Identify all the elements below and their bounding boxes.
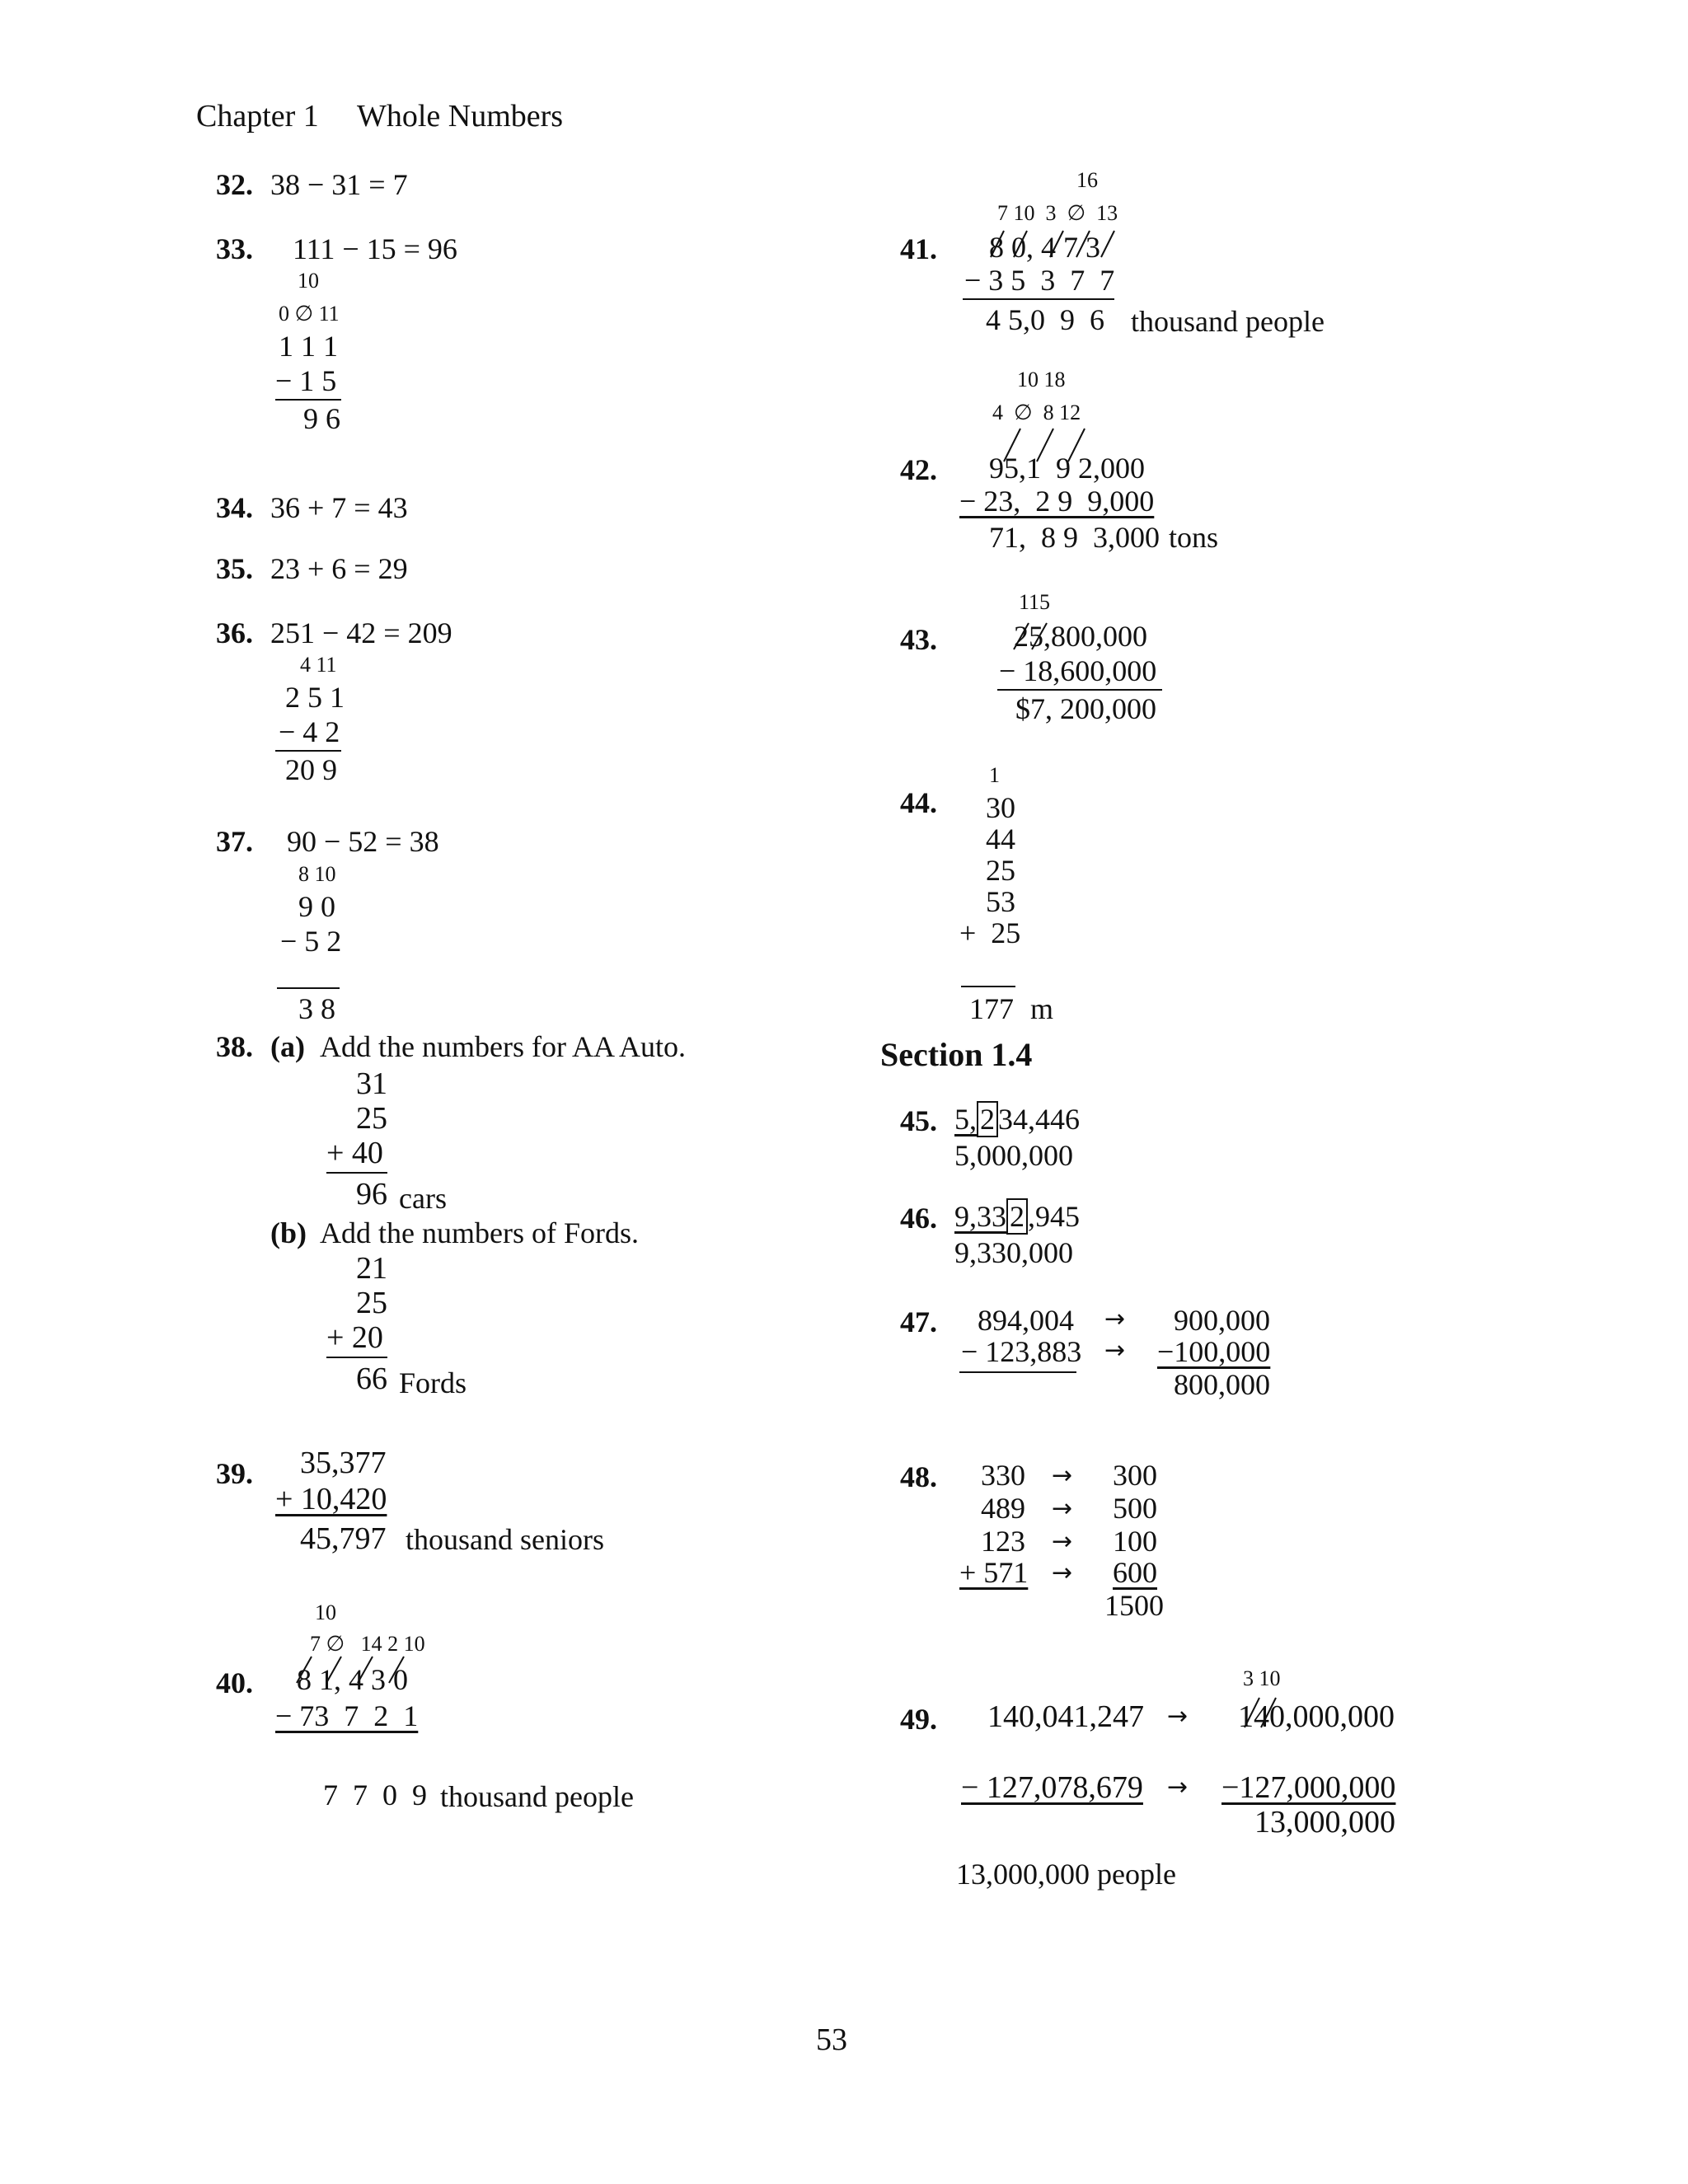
problem-42-number: 42.: [900, 453, 937, 486]
problem-39-number: 39.: [216, 1457, 253, 1490]
problem-39-top: 35,377: [300, 1446, 387, 1480]
problem-39-sub: + 10,420: [275, 1482, 387, 1516]
problem-38-a-text: Add the numbers for AA Auto.: [320, 1030, 686, 1063]
problem-33-rule: [275, 399, 341, 401]
problem-44-unit: m: [1030, 992, 1054, 1025]
problem-45-answer: 5,000,000: [954, 1139, 1073, 1172]
problem-47-left-2: − 123,883: [961, 1335, 1082, 1368]
problem-38-a-sum: 96: [356, 1177, 387, 1212]
problem-48-left-4: + 571: [959, 1556, 1029, 1589]
problem-36-number: 36.: [216, 616, 253, 649]
problem-47-left-rule: [959, 1371, 1076, 1373]
problem-34-equation: 36 + 7 = 43: [270, 491, 408, 524]
problem-48-arrow-3: →: [1052, 1527, 1073, 1556]
problem-37-rule: [277, 987, 340, 989]
problem-37-sub: − 5 2: [280, 925, 342, 958]
problem-33-borrow-top: 10: [298, 269, 319, 293]
problem-48-arrow-1: →: [1052, 1461, 1073, 1490]
problem-49-result: 13,000,000 people: [956, 1858, 1176, 1891]
problem-37-top: 9 0: [298, 890, 335, 923]
problem-44-value-3: 25: [986, 854, 1015, 887]
problem-48-left-2: 489: [981, 1492, 1025, 1525]
problem-45-suffix: 34,446: [998, 1103, 1080, 1136]
problem-48-right-4: 600: [1113, 1556, 1157, 1589]
problem-46-boxed-digit: 2: [1006, 1198, 1028, 1235]
problem-47-arrow-2: →: [1104, 1336, 1126, 1365]
problem-38-b-value-1: 21: [356, 1251, 387, 1286]
problem-43-rule: [997, 689, 1162, 691]
problem-43-number: 43.: [900, 623, 937, 656]
problem-33-answer: 9 6: [303, 402, 340, 435]
problem-49-left-1: 140,041,247: [987, 1699, 1144, 1734]
section-heading: Section 1.4: [880, 1036, 1033, 1073]
problem-48-right-2: 500: [1113, 1492, 1157, 1525]
problem-47-arrow-1: →: [1104, 1305, 1126, 1333]
problem-49-borrow: 3 10: [1243, 1666, 1281, 1690]
problem-43-answer: $7, 200,000: [1015, 692, 1156, 725]
problem-49-arrow-1: →: [1167, 1702, 1189, 1731]
problem-42-borrow-mid: 4 ∅ 8 12: [992, 401, 1081, 424]
problem-39-unit: thousand seniors: [406, 1523, 604, 1556]
problem-41-unit: thousand people: [1131, 305, 1325, 338]
problem-40-sub: − 73 7 2 1: [275, 1699, 419, 1732]
problem-48-arrow-2: →: [1052, 1494, 1073, 1523]
problem-47-right-1: 900,000: [1174, 1304, 1270, 1337]
problem-49-number: 49.: [900, 1703, 937, 1736]
problem-40-answer: 7 7 0 9: [323, 1779, 427, 1811]
problem-36-equation: 251 − 42 = 209: [270, 616, 452, 649]
problem-40-number: 40.: [216, 1666, 253, 1699]
problem-38-a-value-1: 31: [356, 1066, 387, 1101]
problem-40-borrow-mid: 7 ∅ 14 2 10: [310, 1632, 425, 1656]
problem-34-number: 34.: [216, 491, 253, 524]
problem-35-equation: 23 + 6 = 29: [270, 552, 408, 585]
problem-47-left-1: 894,004: [978, 1304, 1074, 1337]
problem-37-equation: 90 − 52 = 38: [287, 825, 439, 858]
problem-43-sub: − 18,600,000: [999, 654, 1157, 687]
problem-44-value-1: 30: [986, 791, 1015, 824]
problem-48-right-3: 100: [1113, 1525, 1157, 1558]
problem-40-borrow-top: 10: [315, 1601, 336, 1624]
problem-48-answer: 1500: [1104, 1589, 1164, 1622]
problem-33-sub: − 1 5: [275, 364, 337, 397]
problem-49-right-2: −127,000,000: [1221, 1770, 1396, 1805]
problem-35-number: 35.: [216, 552, 253, 585]
chapter-title: Whole Numbers: [357, 99, 564, 134]
problem-33-borrow-mid: 0 ∅ 11: [279, 302, 340, 326]
problem-44-rule: [961, 986, 1015, 987]
problem-37-borrow: 8 10: [298, 862, 336, 886]
problem-42-top: 95,1 9 2,000: [989, 452, 1145, 485]
problem-45-rounding: [954, 1104, 1080, 1134]
problem-42-unit: tons: [1169, 521, 1219, 554]
problem-44-value-2: 44: [986, 823, 1015, 855]
problem-41-borrow-mid: 7 10 3 ∅ 13: [997, 201, 1118, 225]
problem-44-value-5: + 25: [959, 916, 1021, 949]
problem-49-answer: 13,000,000: [1254, 1805, 1395, 1840]
problem-43-top: 25,800,000: [1014, 620, 1147, 653]
problem-33-equation: 111 − 15 = 96: [293, 232, 457, 265]
problem-40-unit: thousand people: [440, 1780, 634, 1813]
problem-36-top: 2 5 1: [285, 681, 345, 714]
page-number: 53: [816, 2022, 847, 2057]
problem-47-right-2: −100,000: [1157, 1335, 1271, 1368]
problem-47-answer: 800,000: [1174, 1368, 1270, 1401]
problem-43-borrow: 115: [1019, 590, 1051, 614]
problem-49-right-1: 140,000,000: [1238, 1699, 1395, 1734]
problem-48-left-1: 330: [981, 1459, 1025, 1492]
problem-38-a-value-3: + 40: [326, 1136, 383, 1170]
problem-45-number: 45.: [900, 1104, 937, 1137]
problem-48-right-1: 300: [1113, 1459, 1157, 1492]
problem-42-sub: − 23, 2 9 9,000: [959, 485, 1155, 518]
problem-47-number: 47.: [900, 1305, 937, 1338]
problem-45-boxed-digit: 2: [977, 1101, 998, 1137]
problem-42-borrow-top: 10 18: [1017, 368, 1066, 391]
problem-48-arrow-4: →: [1052, 1558, 1073, 1587]
problem-33-number: 33.: [216, 232, 253, 265]
problem-38-number: 38.: [216, 1030, 253, 1063]
problem-38-b-sum: 66: [356, 1361, 387, 1396]
problem-39-answer: 45,797: [300, 1521, 387, 1556]
problem-48-left-3: 123: [981, 1525, 1025, 1558]
problem-49-left-2: − 127,078,679: [961, 1770, 1143, 1805]
problem-38-b-label: (b): [270, 1216, 307, 1249]
problem-38-b-value-3: + 20: [326, 1320, 383, 1355]
problem-44-carry: 1: [989, 763, 1000, 787]
problem-38-a-rule: [326, 1172, 387, 1174]
problem-36-answer: 20 9: [285, 753, 337, 786]
problem-46-prefix: 9,33: [954, 1200, 1006, 1233]
problem-46-answer: 9,330,000: [954, 1236, 1073, 1269]
problem-38-a-label: (a): [270, 1030, 305, 1063]
problem-32-number: 32.: [216, 168, 253, 201]
problem-41-borrow-top: 16: [1076, 168, 1098, 192]
problem-37-number: 37.: [216, 825, 253, 858]
problem-44-answer: 177: [969, 992, 1014, 1025]
problem-44-number: 44.: [900, 786, 937, 819]
problem-32-equation: 38 − 31 = 7: [270, 168, 408, 201]
problem-41-top: 8 0, 4 7 3: [989, 231, 1100, 264]
problem-41-sub: − 3 5 3 7 7: [964, 264, 1115, 297]
problem-49-arrow-2: →: [1167, 1773, 1189, 1802]
problem-36-rule: [275, 750, 341, 752]
problem-48-number: 48.: [900, 1460, 937, 1493]
problem-40-top: 8 1, 4 3 0: [297, 1663, 408, 1696]
problem-38-b-value-2: 25: [356, 1286, 387, 1320]
problem-44-value-4: 53: [986, 885, 1015, 918]
problem-38-b-rule: [326, 1357, 387, 1358]
problem-33-top: 1 1 1: [279, 330, 338, 363]
problem-36-sub: − 4 2: [279, 715, 340, 748]
problem-41-answer: 4 5,0 9 6: [986, 303, 1104, 336]
problem-41-rule: [963, 298, 1114, 300]
problem-36-borrow: 4 11: [300, 653, 337, 677]
problem-38-a-unit: cars: [399, 1182, 447, 1215]
problem-45-prefix: 5,: [954, 1103, 977, 1136]
problem-46-suffix: ,945: [1028, 1200, 1080, 1233]
problem-46-number: 46.: [900, 1202, 937, 1235]
problem-42-answer: 71, 8 9 3,000: [989, 521, 1160, 554]
problem-38-b-unit: Fords: [399, 1366, 467, 1399]
problem-38-a-value-2: 25: [356, 1101, 387, 1136]
problem-46-rounding: [954, 1202, 1080, 1231]
chapter-label: Chapter 1: [196, 99, 319, 134]
problem-37-answer: 3 8: [298, 992, 335, 1025]
problem-41-number: 41.: [900, 232, 937, 265]
problem-38-b-text: Add the numbers of Fords.: [320, 1216, 639, 1249]
